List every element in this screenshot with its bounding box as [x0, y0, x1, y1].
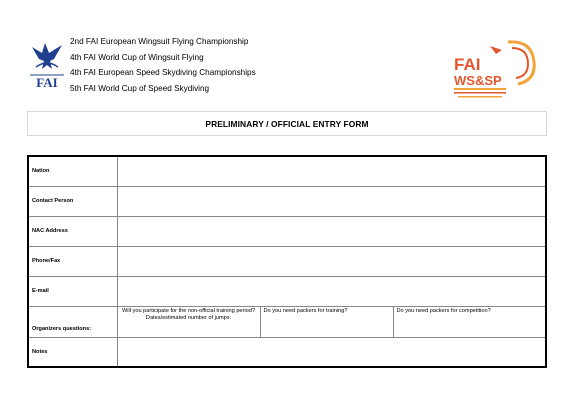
nation-field[interactable]	[117, 156, 546, 186]
phone-fax-field[interactable]	[117, 246, 546, 276]
notes-field[interactable]	[117, 337, 546, 367]
field-label: Notes	[28, 337, 117, 367]
field-label: NAC Address	[28, 216, 117, 246]
form-row-organizer-questions	[28, 306, 546, 337]
wssp-logo-bottom-text: WS&SP	[454, 73, 502, 88]
form-row-email	[28, 276, 546, 306]
email-field[interactable]	[117, 276, 546, 306]
entry-form-table	[27, 155, 547, 368]
fai-logo-text: FAI	[36, 75, 58, 89]
form-row-nation	[28, 156, 546, 186]
championship-title: 2nd FAI European Wingsuit Flying Championship	[70, 37, 249, 46]
form-row-notes	[28, 337, 546, 367]
fai-eagle-logo-icon	[28, 37, 66, 89]
championship-list	[70, 34, 256, 96]
field-label: Nation	[28, 156, 117, 186]
packers-competition-field[interactable]	[393, 306, 546, 337]
question-packers-training: Do you need packers for training?	[263, 307, 348, 314]
question-packers-competition: Do you need packers for competition?	[396, 307, 491, 314]
packers-training-field[interactable]	[260, 306, 393, 337]
fai-wssp-logo-icon	[446, 36, 546, 104]
form-title: PRELIMINARY / OFFICIAL ENTRY FORM	[27, 111, 547, 136]
question-training-period: Will you participate for the non-official training period? Dates/estimated number of jumps:	[122, 307, 255, 321]
field-label: Organizers questions:	[28, 306, 117, 337]
form-row-nac-address	[28, 216, 546, 246]
form-row-phone-fax	[28, 246, 546, 276]
wssp-logo-top-text: FAI	[454, 55, 481, 74]
nac-address-field[interactable]	[117, 216, 546, 246]
contact-person-field[interactable]	[117, 186, 546, 216]
championship-title: 4th FAI World Cup of Wingsuit Flying	[70, 52, 204, 62]
field-label: Contact Person	[28, 186, 117, 216]
field-label: E-mail	[28, 276, 117, 306]
training-period-field[interactable]	[117, 306, 260, 337]
championship-title: 4th FAI European Speed Skydiving Championships	[70, 68, 256, 77]
field-label: Phone/Fax	[28, 246, 117, 276]
championship-title: 5th FAI World Cup of Speed Skydiving	[70, 83, 210, 93]
form-row-contact-person	[28, 186, 546, 216]
